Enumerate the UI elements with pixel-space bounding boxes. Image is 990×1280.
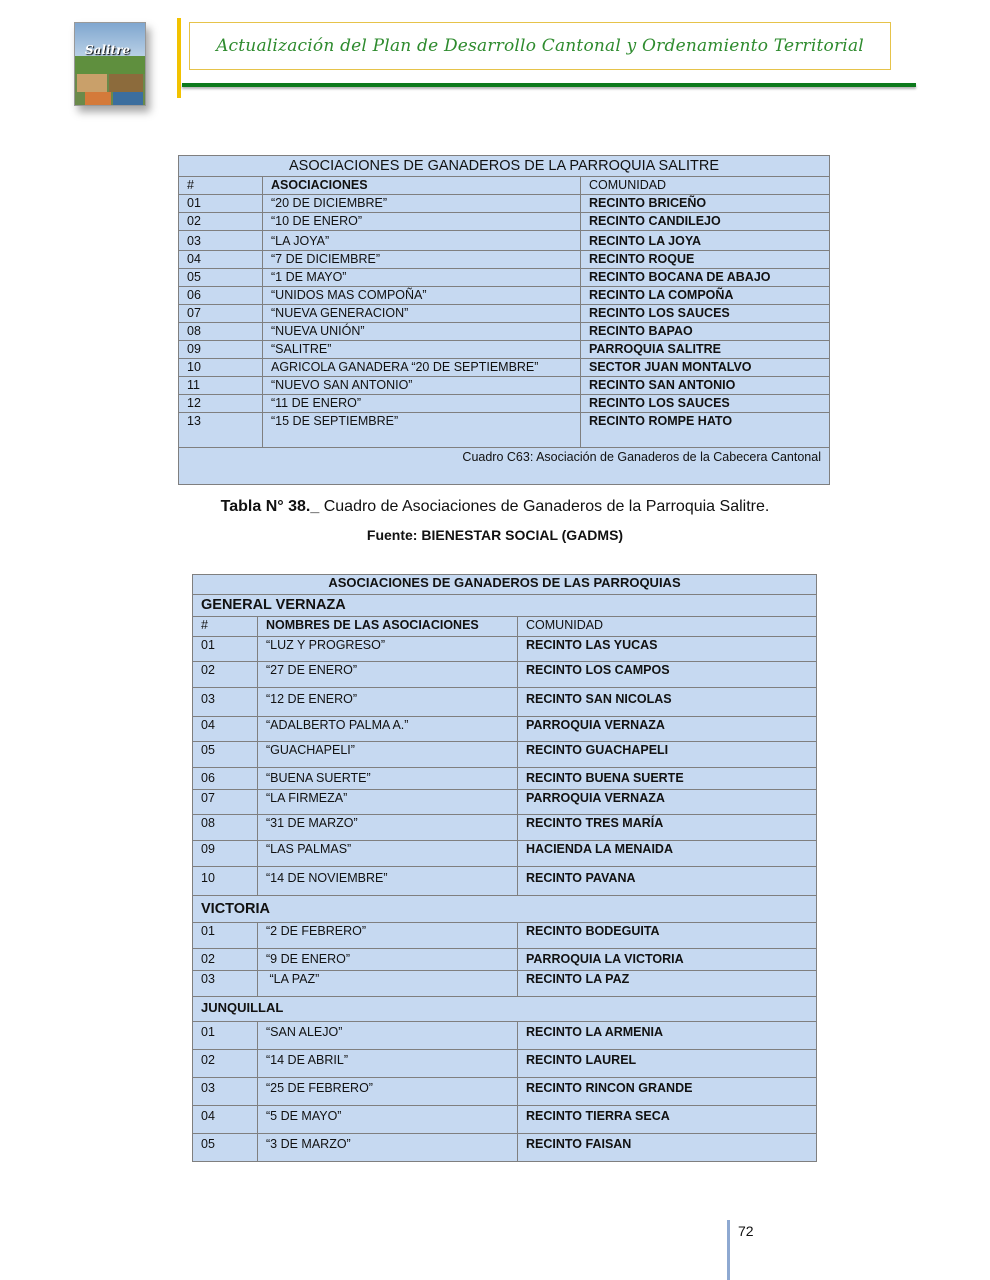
table-row — [193, 1078, 817, 1106]
association-name: “31 DE MARZO” — [258, 815, 518, 841]
table-row — [179, 287, 830, 305]
table-row — [179, 413, 830, 448]
row-number: 03 — [193, 971, 258, 997]
association-name: “GUACHAPELI” — [258, 742, 518, 768]
header-accent-bar — [177, 18, 181, 98]
row-number: 06 — [193, 768, 258, 790]
column-header: # — [193, 617, 258, 637]
caption-label: Tabla N° 38._ — [220, 498, 320, 515]
table-row — [193, 841, 817, 867]
community: RECINTO LA COMPOÑA — [581, 287, 830, 305]
table-row — [193, 815, 817, 841]
table-row — [193, 790, 817, 815]
section-row — [193, 896, 817, 923]
row-number: 10 — [179, 359, 263, 377]
column-header: COMUNIDAD — [518, 617, 817, 637]
community: RECINTO SAN ANTONIO — [581, 377, 830, 395]
community: RECINTO LAS YUCAS — [518, 637, 817, 662]
table-row — [193, 1134, 817, 1162]
association-name: “25 DE FEBRERO” — [258, 1078, 518, 1106]
row-number: 09 — [193, 841, 258, 867]
association-name: “11 DE ENERO” — [263, 395, 581, 413]
column-header: # — [179, 177, 263, 195]
community: RECINTO LAUREL — [518, 1050, 817, 1078]
community: RECINTO BOCANA DE ABAJO — [581, 269, 830, 287]
row-number: 04 — [193, 717, 258, 742]
row-number: 01 — [193, 637, 258, 662]
table-title: ASOCIACIONES DE GANADEROS DE LAS PARROQUIAS — [193, 575, 817, 595]
row-number: 07 — [193, 790, 258, 815]
logo-text: Salitre — [85, 43, 131, 57]
association-name: “SALITRE” — [263, 341, 581, 359]
community: RECINTO BRICEÑO — [581, 195, 830, 213]
community: PARROQUIA LA VICTORIA — [518, 949, 817, 971]
table-row — [179, 231, 830, 251]
row-number: 05 — [193, 1134, 258, 1162]
table-note-row — [179, 448, 830, 485]
column-header: ASOCIACIONES — [263, 177, 581, 195]
association-name: “9 DE ENERO” — [258, 949, 518, 971]
community: RECINTO BAPAO — [581, 323, 830, 341]
community: RECINTO RINCON GRANDE — [518, 1078, 817, 1106]
community: RECINTO BODEGUITA — [518, 923, 817, 949]
page-number: 72 — [738, 1223, 754, 1239]
row-number: 13 — [179, 413, 263, 448]
section-row — [193, 997, 817, 1022]
row-number: 04 — [179, 251, 263, 269]
table-row — [193, 971, 817, 997]
table-row — [193, 923, 817, 949]
row-number: 02 — [193, 662, 258, 688]
table-row — [193, 742, 817, 768]
table-title-row — [179, 156, 830, 177]
table-row — [179, 195, 830, 213]
table-title-row — [193, 575, 817, 595]
table-title: ASOCIACIONES DE GANADEROS DE LA PARROQUIA SALITRE — [179, 156, 830, 177]
community: RECINTO PAVANA — [518, 867, 817, 896]
header-divider — [182, 83, 916, 87]
row-number: 07 — [179, 305, 263, 323]
table-row — [179, 305, 830, 323]
association-name: “LA PAZ” — [258, 971, 518, 997]
row-number: 08 — [179, 323, 263, 341]
table-row — [193, 637, 817, 662]
association-name: “7 DE DICIEMBRE” — [263, 251, 581, 269]
association-name: “NUEVO SAN ANTONIO” — [263, 377, 581, 395]
header-title-box — [189, 22, 891, 70]
row-number: 06 — [179, 287, 263, 305]
community: RECINTO GUACHAPELI — [518, 742, 817, 768]
salitre-associations-table — [178, 155, 830, 485]
association-name: “LAS PALMAS” — [258, 841, 518, 867]
table-row — [193, 949, 817, 971]
association-name: “10 DE ENERO” — [263, 213, 581, 231]
salitre-logo — [74, 22, 146, 106]
table-row — [179, 251, 830, 269]
association-name: “NUEVA GENERACION” — [263, 305, 581, 323]
row-number: 12 — [179, 395, 263, 413]
association-name: “14 DE ABRIL” — [258, 1050, 518, 1078]
association-name: “14 DE NOVIEMBRE” — [258, 867, 518, 896]
association-name: “2 DE FEBRERO” — [258, 923, 518, 949]
table-header-row — [193, 617, 817, 637]
association-name: “UNIDOS MAS COMPOÑA” — [263, 287, 581, 305]
row-number: 02 — [193, 949, 258, 971]
association-name: “LA JOYA” — [263, 231, 581, 251]
section-title: JUNQUILLAL — [193, 997, 817, 1022]
row-number: 01 — [193, 1022, 258, 1050]
association-name: “BUENA SUERTE” — [258, 768, 518, 790]
association-name: “NUEVA UNIÓN” — [263, 323, 581, 341]
row-number: 10 — [193, 867, 258, 896]
association-name: “15 DE SEPTIEMBRE” — [263, 413, 581, 448]
table-row — [193, 1050, 817, 1078]
association-name: “3 DE MARZO” — [258, 1134, 518, 1162]
community: PARROQUIA VERNAZA — [518, 717, 817, 742]
row-number: 01 — [179, 195, 263, 213]
row-number: 03 — [193, 688, 258, 717]
row-number: 03 — [193, 1078, 258, 1106]
community: RECINTO LA ARMENIA — [518, 1022, 817, 1050]
community: RECINTO LOS CAMPOS — [518, 662, 817, 688]
table-caption — [0, 498, 990, 516]
table-note: Cuadro C63: Asociación de Ganaderos de la Cabecera Cantonal — [179, 448, 830, 485]
association-name: “1 DE MAYO” — [263, 269, 581, 287]
section-row — [193, 595, 817, 617]
table-row — [193, 688, 817, 717]
caption-text: Cuadro de Asociaciones de Ganaderos de la Parroquia Salitre. — [319, 498, 770, 515]
table-row — [193, 867, 817, 896]
page-number-bar — [727, 1220, 730, 1280]
row-number: 03 — [179, 231, 263, 251]
column-header: COMUNIDAD — [581, 177, 830, 195]
column-header: NOMBRES DE LAS ASOCIACIONES — [258, 617, 518, 637]
community: RECINTO ROQUE — [581, 251, 830, 269]
community: PARROQUIA SALITRE — [581, 341, 830, 359]
association-name: “12 DE ENERO” — [258, 688, 518, 717]
community: RECINTO LA PAZ — [518, 971, 817, 997]
row-number: 04 — [193, 1106, 258, 1134]
row-number: 08 — [193, 815, 258, 841]
table-row — [179, 341, 830, 359]
community: RECINTO LOS SAUCES — [581, 395, 830, 413]
community: SECTOR JUAN MONTALVO — [581, 359, 830, 377]
community: RECINTO TRES MARÍA — [518, 815, 817, 841]
table-row — [193, 662, 817, 688]
row-number: 09 — [179, 341, 263, 359]
community: RECINTO SAN NICOLAS — [518, 688, 817, 717]
association-name: “ADALBERTO PALMA A.” — [258, 717, 518, 742]
table-row — [179, 377, 830, 395]
community: RECINTO FAISAN — [518, 1134, 817, 1162]
row-number: 02 — [179, 213, 263, 231]
table-row — [193, 768, 817, 790]
table-row — [179, 359, 830, 377]
association-name: “LA FIRMEZA” — [258, 790, 518, 815]
community: RECINTO CANDILEJO — [581, 213, 830, 231]
section-title: GENERAL VERNAZA — [193, 595, 817, 617]
table-row — [179, 269, 830, 287]
association-name: “27 DE ENERO” — [258, 662, 518, 688]
community: HACIENDA LA MENAIDA — [518, 841, 817, 867]
row-number: 11 — [179, 377, 263, 395]
table-row — [193, 1022, 817, 1050]
table-row — [179, 323, 830, 341]
row-number: 05 — [179, 269, 263, 287]
parish-associations-table — [192, 574, 817, 1162]
document-title: Actualización del Plan de Desarrollo Cantonal y Ordenamiento Territorial — [216, 36, 864, 56]
table-row — [179, 213, 830, 231]
community: RECINTO BUENA SUERTE — [518, 768, 817, 790]
table-row — [193, 1106, 817, 1134]
section-title: VICTORIA — [193, 896, 817, 923]
association-name: “LUZ Y PROGRESO” — [258, 637, 518, 662]
row-number: 05 — [193, 742, 258, 768]
community: PARROQUIA VERNAZA — [518, 790, 817, 815]
table-header-row — [179, 177, 830, 195]
table-row — [179, 395, 830, 413]
association-name: “20 DE DICIEMBRE” — [263, 195, 581, 213]
association-name: AGRICOLA GANADERA “20 DE SEPTIEMBRE” — [263, 359, 581, 377]
community: RECINTO LOS SAUCES — [581, 305, 830, 323]
row-number: 01 — [193, 923, 258, 949]
community: RECINTO TIERRA SECA — [518, 1106, 817, 1134]
association-name: “5 DE MAYO” — [258, 1106, 518, 1134]
association-name: “SAN ALEJO” — [258, 1022, 518, 1050]
community: RECINTO LA JOYA — [581, 231, 830, 251]
community: RECINTO ROMPE HATO — [581, 413, 830, 448]
table-row — [193, 717, 817, 742]
row-number: 02 — [193, 1050, 258, 1078]
table-source: Fuente: BIENESTAR SOCIAL (GADMS) — [366, 527, 624, 543]
